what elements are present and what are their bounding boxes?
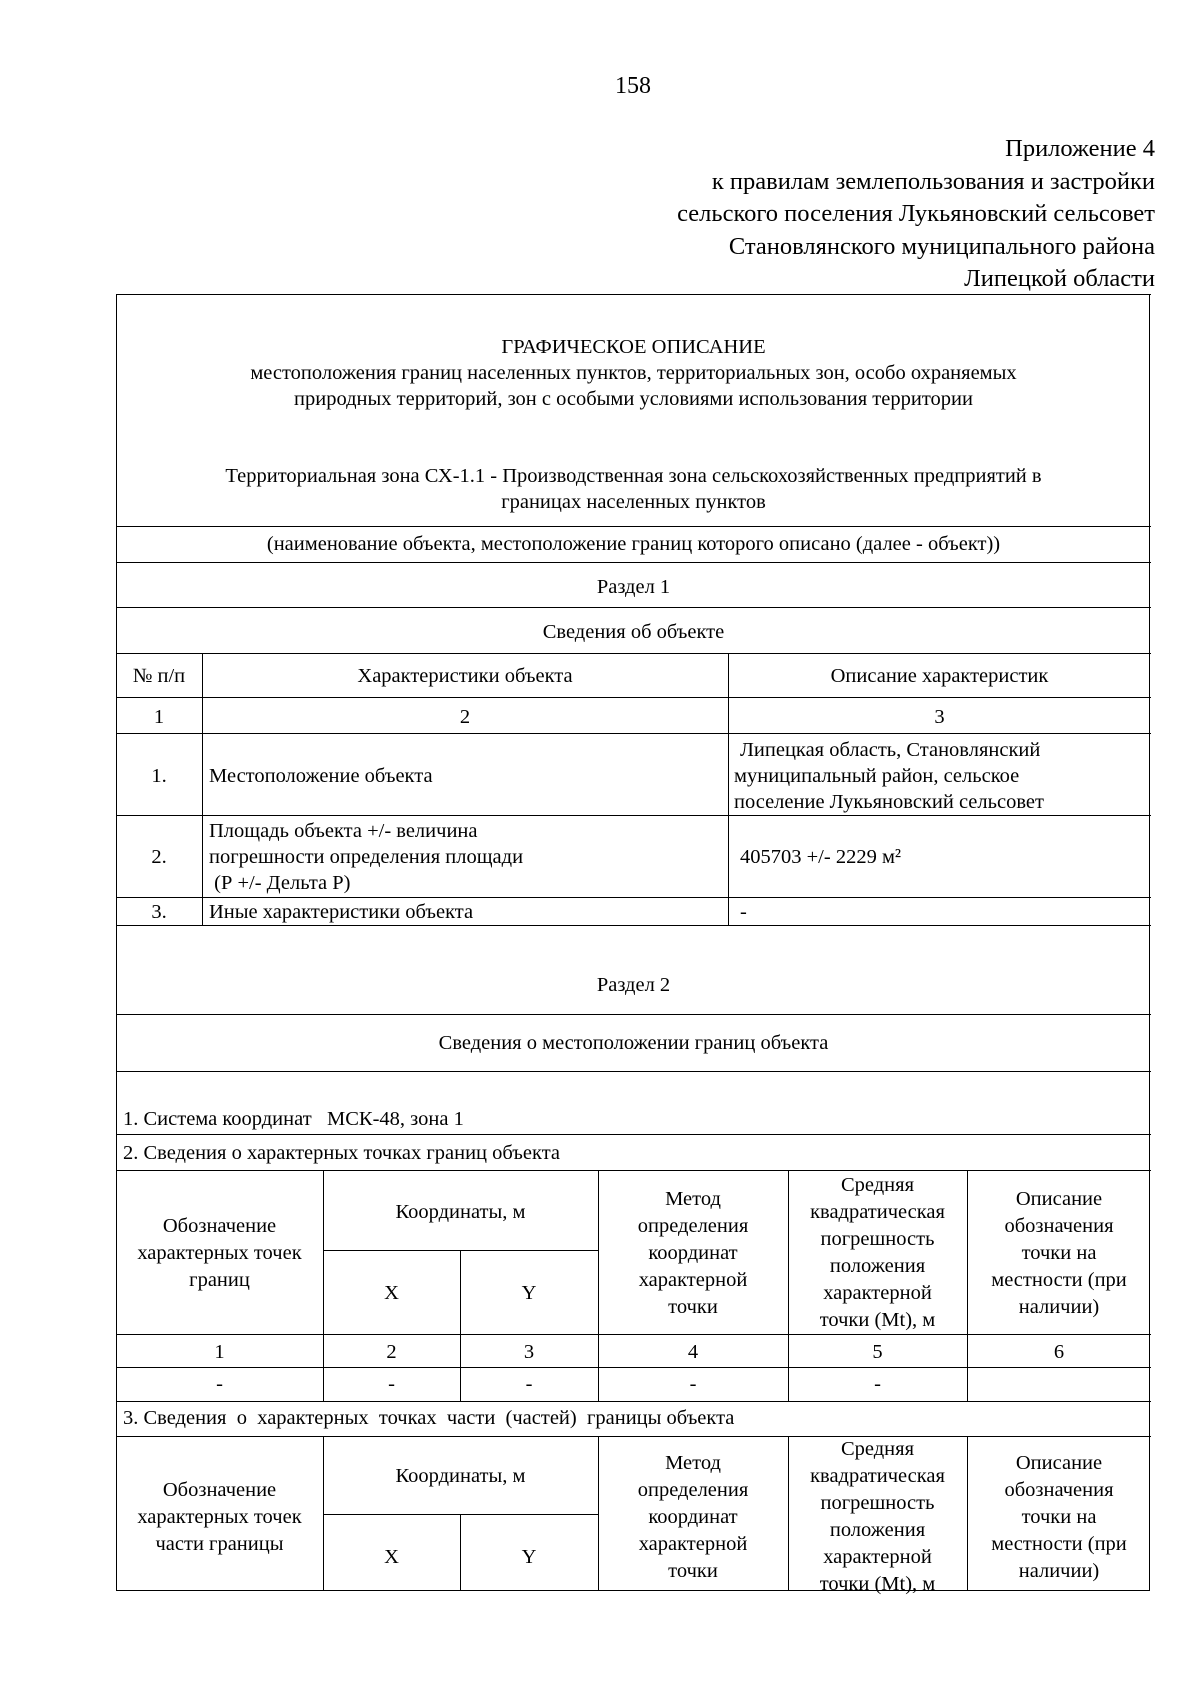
header-method: определения bbox=[637, 1479, 749, 1501]
header-x: X bbox=[384, 1282, 399, 1304]
section-2-title: Раздел 2 bbox=[596, 974, 671, 996]
header-description: точки на bbox=[1021, 1242, 1097, 1264]
header-description: Описание bbox=[1015, 1452, 1103, 1474]
appendix-line: Липецкой области bbox=[964, 265, 1155, 292]
object-caption: (наименование объекта, местоположение границ которого описано (далее - объект)) bbox=[266, 533, 1001, 555]
page-number: 158 bbox=[615, 73, 651, 99]
table-cell: - bbox=[874, 1373, 881, 1395]
col-number: 3 bbox=[934, 706, 945, 728]
divider bbox=[116, 1134, 1151, 1135]
row-number: 2. bbox=[151, 846, 167, 868]
divider bbox=[116, 1401, 1151, 1402]
header-description: наличии) bbox=[1018, 1296, 1100, 1318]
row-characteristic: погрешности определения площади bbox=[209, 846, 524, 868]
col-number: 1 bbox=[153, 706, 165, 728]
section-1-title: Раздел 1 bbox=[596, 576, 671, 598]
row-description: 405703 +/- 2229 м² bbox=[740, 846, 902, 868]
header-error: точки (Mt), м bbox=[819, 1573, 936, 1595]
header-description: местности (при bbox=[991, 1533, 1127, 1555]
header-error: характерной bbox=[823, 1282, 932, 1304]
header-method: точки bbox=[668, 1560, 718, 1582]
table-cell: - bbox=[388, 1373, 395, 1395]
row-number: 3. bbox=[151, 901, 167, 923]
divider bbox=[116, 1071, 1151, 1072]
row-characteristic: (Р +/- Дельта Р) bbox=[209, 872, 351, 894]
table-col-line bbox=[728, 653, 729, 925]
header-description: местности (при bbox=[991, 1269, 1127, 1291]
divider bbox=[116, 1014, 1151, 1015]
document-title: ГРАФИЧЕСКОЕ ОПИСАНИЕ bbox=[501, 336, 766, 358]
header-coordinates: Координаты, м bbox=[395, 1201, 526, 1223]
row-description: поселение Лукьяновский сельсовет bbox=[734, 791, 1044, 813]
col-number: 1 bbox=[214, 1341, 225, 1363]
row-characteristic: Иные характеристики объекта bbox=[209, 901, 474, 923]
divider bbox=[116, 653, 1151, 654]
header-description: наличии) bbox=[1018, 1560, 1100, 1582]
divider bbox=[116, 897, 1151, 898]
header-method: точки bbox=[668, 1296, 718, 1318]
header-x: X bbox=[384, 1546, 399, 1568]
divider bbox=[116, 925, 1151, 926]
header-error: характерной bbox=[823, 1546, 932, 1568]
divider bbox=[323, 1514, 598, 1515]
appendix-line: Становлянского муниципального района bbox=[728, 232, 1155, 260]
row-number: 1. bbox=[151, 765, 167, 787]
header-method: Метод bbox=[665, 1188, 721, 1210]
header-y: Y bbox=[521, 1282, 537, 1304]
header-error: погрешность bbox=[820, 1492, 935, 1514]
zone-name: границах населенных пунктов bbox=[501, 491, 766, 513]
col-header-number: № п/п bbox=[132, 665, 186, 687]
divider bbox=[323, 1250, 598, 1251]
row-characteristic: Площадь объекта +/- величина bbox=[209, 820, 478, 842]
header-method: координат bbox=[648, 1506, 738, 1528]
header-method: координат bbox=[648, 1242, 738, 1264]
appendix-header bbox=[677, 133, 1155, 296]
header-error: Средняя bbox=[840, 1174, 914, 1196]
table-cell: - bbox=[525, 1373, 533, 1395]
header-error: погрешность bbox=[820, 1228, 935, 1250]
header-error: положения bbox=[829, 1255, 926, 1277]
header-method: определения bbox=[637, 1215, 749, 1237]
col-number: 2 bbox=[459, 706, 471, 728]
section-2-subtitle: Сведения о местоположении границ объекта bbox=[438, 1032, 829, 1054]
header-error: квадратическая bbox=[810, 1465, 945, 1487]
col-number: 3 bbox=[523, 1341, 535, 1363]
header-error: положения bbox=[829, 1519, 926, 1541]
appendix-line: Приложение 4 bbox=[1005, 135, 1155, 162]
header-error: Средняя bbox=[840, 1438, 914, 1460]
section-1-subtitle: Сведения об объекте bbox=[542, 621, 725, 643]
points-section-title: 2. Сведения о характерных точках границ объекта bbox=[123, 1142, 561, 1164]
coordinate-system: 1. Система координат МСК-48, зона 1 bbox=[123, 1108, 464, 1130]
header-description: Описание bbox=[1015, 1188, 1103, 1210]
header-description: обозначения bbox=[1004, 1215, 1114, 1237]
header-designation: характерных точек bbox=[137, 1242, 302, 1264]
divider bbox=[116, 562, 1151, 563]
header-designation: границ bbox=[189, 1269, 250, 1291]
col-header-description: Описание характеристик bbox=[830, 665, 1049, 687]
header-error: квадратическая bbox=[810, 1201, 945, 1223]
divider bbox=[116, 1170, 1151, 1171]
header-method: характерной bbox=[638, 1269, 748, 1291]
divider bbox=[116, 815, 1151, 816]
divider bbox=[116, 526, 1151, 527]
zone-name: Территориальная зона СХ-1.1 - Производственная зона сельскохозяйственных предприятий в bbox=[225, 465, 1042, 487]
header-designation: части границы bbox=[155, 1533, 284, 1555]
col-header-characteristics: Характеристики объекта bbox=[357, 665, 573, 687]
header-error: точки (Mt), м bbox=[819, 1309, 936, 1331]
appendix-line: к правилам землепользования и застройки bbox=[711, 167, 1155, 195]
header-method: Метод bbox=[665, 1452, 721, 1474]
divider bbox=[116, 733, 1151, 734]
col-number: 2 bbox=[386, 1341, 397, 1363]
row-characteristic: Местоположение объекта bbox=[209, 765, 433, 787]
header-description: обозначения bbox=[1004, 1479, 1114, 1501]
divider bbox=[116, 607, 1151, 608]
document-subtitle: природных территорий, зон с особыми условиями использования территории bbox=[294, 388, 973, 410]
header-method: характерной bbox=[638, 1533, 748, 1555]
divider bbox=[116, 1367, 1151, 1368]
col-number: 5 bbox=[872, 1341, 883, 1363]
row-description: муниципальный район, сельское bbox=[734, 765, 1020, 787]
header-designation: Обозначение bbox=[162, 1479, 277, 1501]
header-designation: характерных точек bbox=[137, 1506, 302, 1528]
divider bbox=[116, 1436, 1151, 1437]
table-cell: - bbox=[216, 1373, 223, 1395]
header-description: точки на bbox=[1021, 1506, 1097, 1528]
header-y: Y bbox=[521, 1546, 537, 1568]
table-cell: - bbox=[689, 1373, 697, 1395]
parts-section-title: 3. Сведения о характерных точках части (частей) границы объекта bbox=[123, 1407, 735, 1429]
document-subtitle: местоположения границ населенных пунктов, территориальных зон, особо охраняемых bbox=[250, 362, 1017, 384]
row-description: Липецкая область, Становлянский bbox=[740, 739, 1041, 761]
col-number: 4 bbox=[687, 1341, 699, 1363]
row-description: - bbox=[740, 901, 747, 923]
divider bbox=[116, 697, 1151, 698]
appendix-line: сельского поселения Лукьяновский сельсовет bbox=[677, 200, 1155, 227]
col-number: 6 bbox=[1053, 1341, 1065, 1363]
divider bbox=[116, 1334, 1151, 1335]
header-coordinates: Координаты, м bbox=[395, 1465, 526, 1487]
table-col-line bbox=[202, 653, 203, 925]
header-designation: Обозначение bbox=[162, 1215, 277, 1237]
